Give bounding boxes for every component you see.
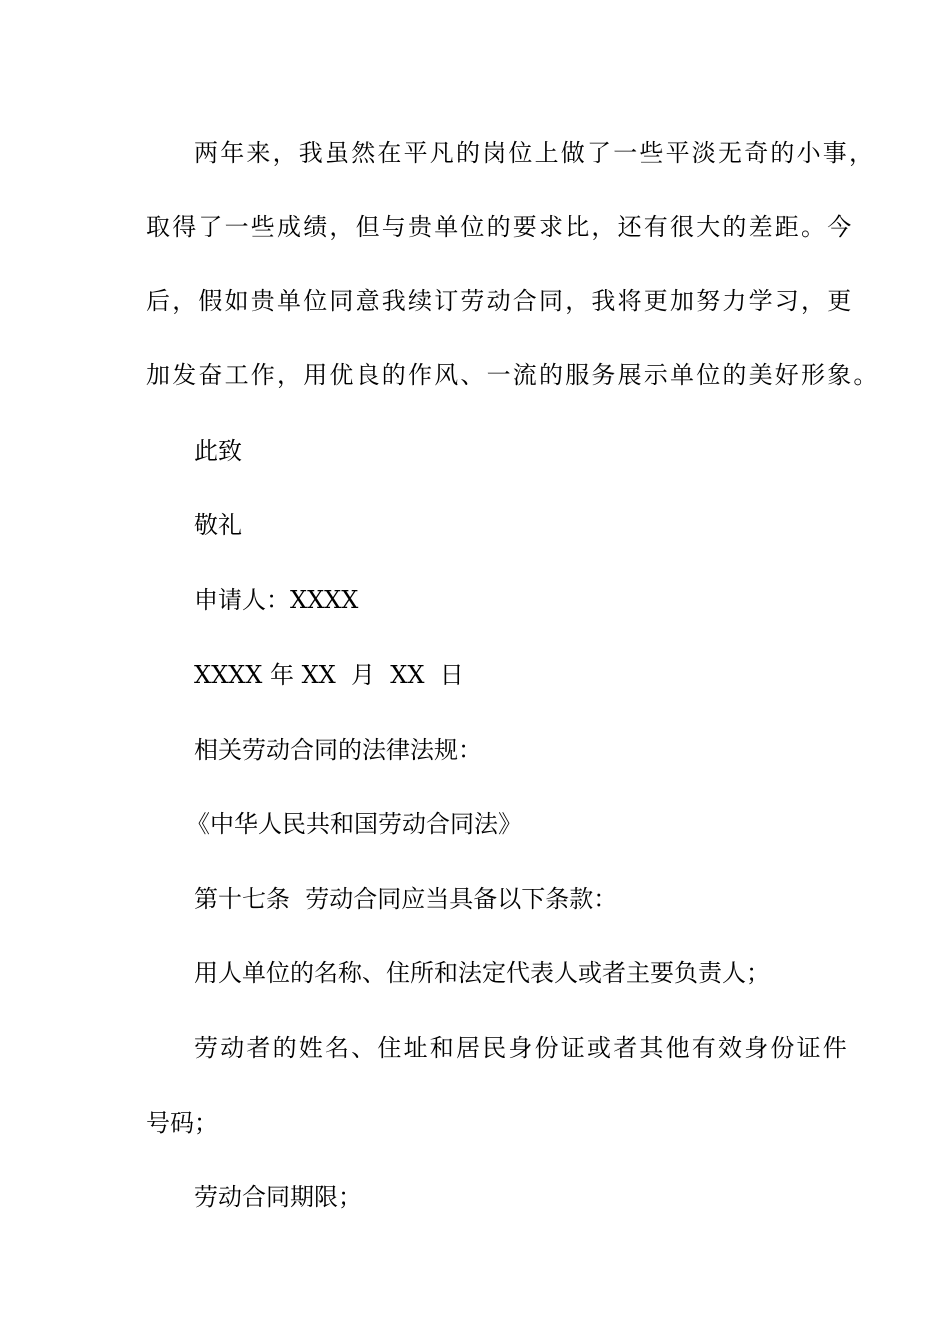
clause-item-1: 用人单位的名称、住所和法定代表人或者主要负责人； <box>194 959 770 987</box>
paragraph-1-line-4: 加发奋工作，用优良的作风、一流的服务展示单位的美好形象。 <box>146 361 880 389</box>
applicant-signature: 申请人：XXXX <box>194 586 359 614</box>
clause-item-2-line-1: 劳动者的姓名、住址和居民身份证或者其他有效身份证件 <box>194 1034 849 1062</box>
law-title: 《中华人民共和国劳动合同法》 <box>186 810 522 838</box>
article-17: 第十七条 劳动合同应当具备以下条款： <box>194 885 618 913</box>
clause-item-2-line-2: 号码； <box>146 1109 218 1137</box>
laws-heading: 相关劳动合同的法律法规： <box>194 736 482 764</box>
application-date: XXXX 年 XX 月 XX 日 <box>194 661 464 689</box>
clause-item-3: 劳动合同期限； <box>194 1183 362 1211</box>
closing-salutation: 此致 <box>194 437 242 465</box>
paragraph-1-line-3: 后，假如贵单位同意我续订劳动合同，我将更加努力学习，更 <box>146 287 854 315</box>
closing-respect: 敬礼 <box>194 511 242 539</box>
paragraph-1-line-2: 取得了一些成绩，但与贵单位的要求比，还有很大的差距。今 <box>146 213 854 241</box>
paragraph-1-line-1: 两年来，我虽然在平凡的岗位上做了一些平淡无奇的小事， <box>194 139 876 167</box>
